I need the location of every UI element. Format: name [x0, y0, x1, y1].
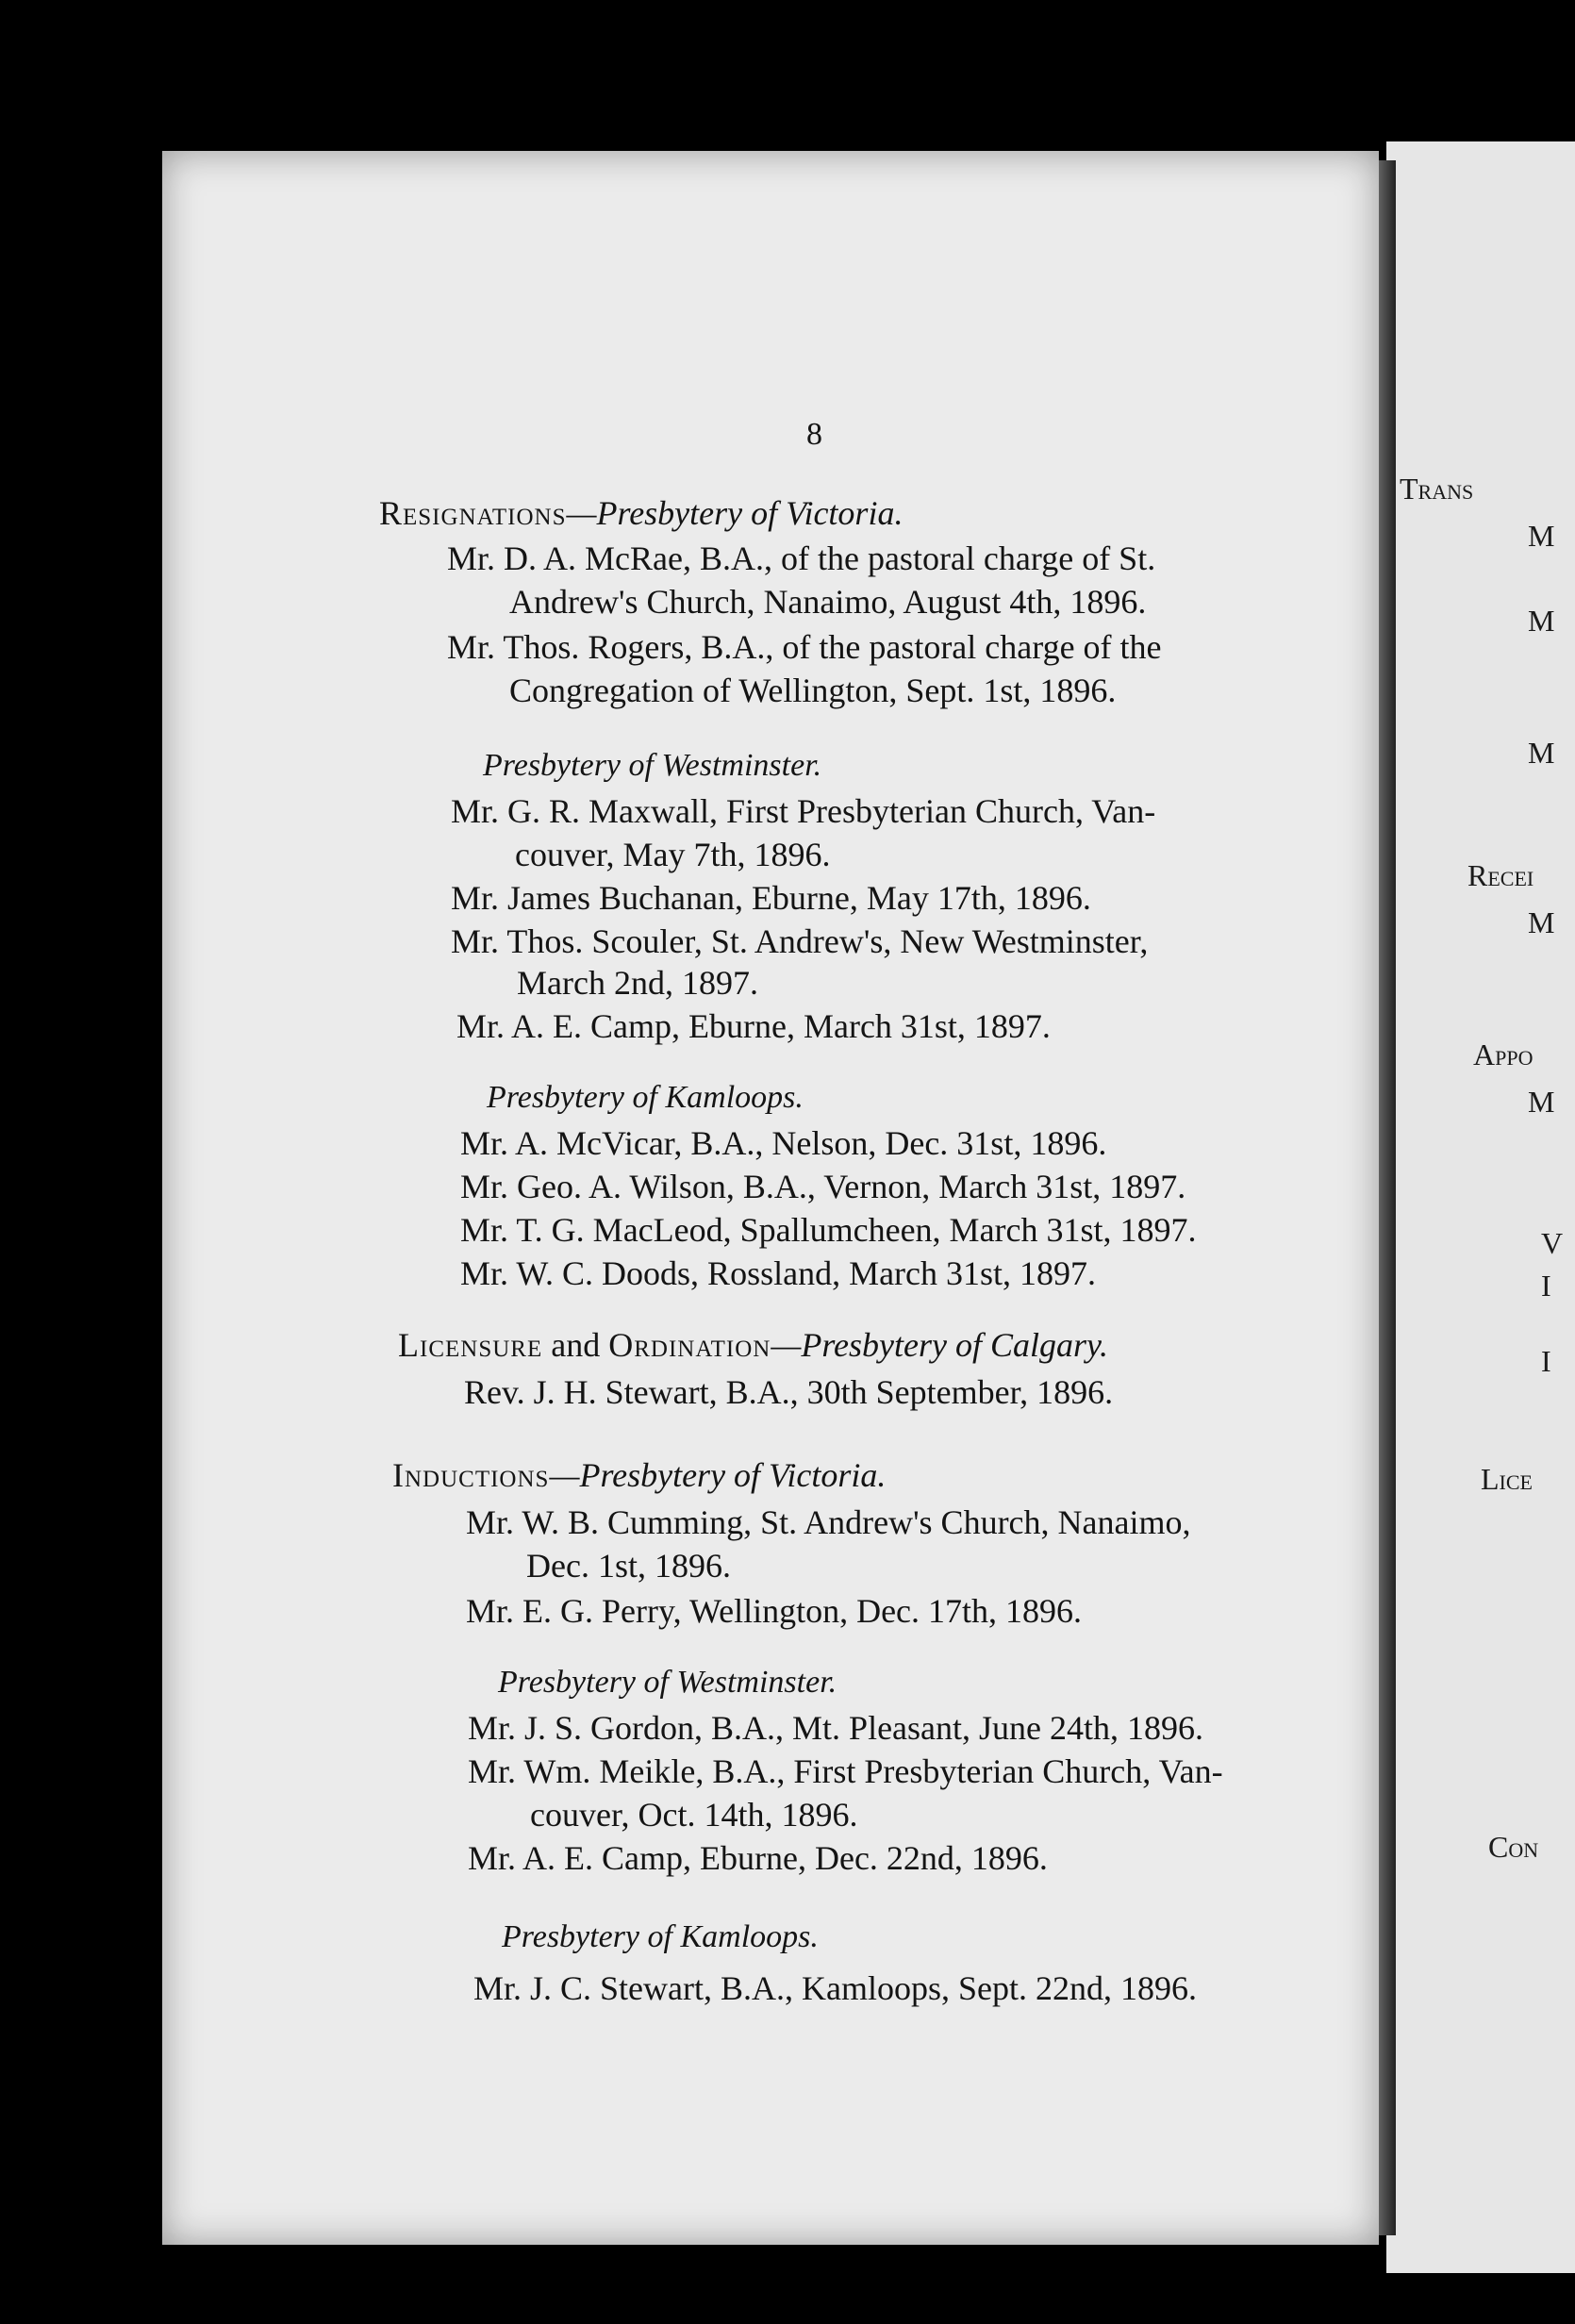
entry-line: Mr. A. McVicar, B.A., Nelson, Dec. 31st, 1896. [460, 1124, 1107, 1162]
entry-line: Rev. J. H. Stewart, B.A., 30th September, 1896. [464, 1373, 1114, 1411]
next-page-fragment: M [1528, 519, 1555, 553]
next-page-fragment: Recei [1467, 858, 1534, 892]
subsection-heading: Presbytery of Kamloops. [487, 1080, 804, 1115]
entry-continuation: couver, Oct. 14th, 1896. [530, 1796, 858, 1834]
entry-continuation: couver, May 7th, 1896. [515, 836, 831, 873]
next-page-fragment: M [1528, 604, 1555, 638]
entry-line: Mr. Geo. A. Wilson, B.A., Vernon, March 31st, 1897. [460, 1168, 1186, 1205]
entry-line: Mr. W. B. Cumming, St. Andrew's Church, Nanaimo, [466, 1503, 1191, 1541]
entry-line: Mr. J. S. Gordon, B.A., Mt. Pleasant, June 24th, 1896. [468, 1709, 1204, 1747]
entry-line: Mr. A. E. Camp, Eburne, Dec. 22nd, 1896. [468, 1839, 1048, 1877]
section-heading-resignations [379, 492, 903, 534]
section-title: Inductions [392, 1456, 550, 1494]
section-title: Resignations [379, 494, 567, 532]
next-page-fragment: I [1541, 1269, 1551, 1303]
entry-line: Mr. A. E. Camp, Eburne, March 31st, 1897. [456, 1007, 1051, 1045]
next-page-fragment: Con [1488, 1830, 1539, 1864]
entry-line: Mr. J. C. Stewart, B.A., Kamloops, Sept. 22nd, 1896. [473, 1969, 1198, 2007]
entry-continuation: Dec. 1st, 1896. [526, 1547, 731, 1585]
entry-line: Mr. Thos. Rogers, B.A., of the pastoral charge of the [447, 628, 1162, 666]
next-page-fragment: Appo [1473, 1038, 1534, 1071]
entry-line: Mr. Thos. Scouler, St. Andrew's, New Westminster, [451, 922, 1149, 960]
next-page-fragment: I [1541, 1344, 1551, 1378]
section-title-joiner: and [542, 1326, 609, 1364]
entry-continuation: Congregation of Wellington, Sept. 1st, 1896. [509, 672, 1117, 709]
entry-line: Mr. D. A. McRae, B.A., of the pastoral charge of St. [447, 540, 1156, 577]
entry-line: Mr. E. G. Perry, Wellington, Dec. 17th, 1896. [466, 1592, 1083, 1630]
presbytery-name: —Presbytery of Calgary. [771, 1326, 1108, 1364]
subsection-heading: Presbytery of Kamloops. [502, 1919, 819, 1954]
section-title-2: Ordination [608, 1326, 771, 1364]
next-page-fragment: M [1528, 736, 1555, 770]
entry-line: Mr. James Buchanan, Eburne, May 17th, 1896. [451, 879, 1091, 917]
presbytery-name: —Presbytery of Victoria. [549, 1456, 887, 1494]
entry-line: Mr. T. G. MacLeod, Spallumcheen, March 31st, 1897. [460, 1211, 1197, 1249]
page-number: 8 [806, 417, 822, 452]
section-heading-licensure [398, 1324, 1108, 1366]
subsection-heading: Presbytery of Westminster. [483, 748, 822, 783]
presbytery-name: —Presbytery of Victoria. [566, 494, 904, 532]
entry-continuation: Andrew's Church, Nanaimo, August 4th, 1896. [509, 583, 1147, 621]
entry-line: Mr. Wm. Meikle, B.A., First Presbyterian Church, Van- [468, 1752, 1223, 1790]
entry-continuation: March 2nd, 1897. [517, 964, 758, 1002]
next-page-fragment: M [1528, 1085, 1555, 1119]
next-page-fragment: Trans [1400, 472, 1474, 506]
next-page-fragment: V [1541, 1226, 1564, 1260]
subsection-heading: Presbytery of Westminster. [498, 1665, 837, 1700]
section-title: Licensure [398, 1326, 543, 1364]
next-page-fragment: M [1528, 905, 1555, 939]
entry-line: Mr. G. R. Maxwall, First Presbyterian Church, Van- [451, 792, 1156, 830]
section-heading-inductions [392, 1454, 886, 1496]
next-page-fragment: Lice [1481, 1462, 1533, 1496]
entry-line: Mr. W. C. Doods, Rossland, March 31st, 1897. [460, 1254, 1097, 1292]
